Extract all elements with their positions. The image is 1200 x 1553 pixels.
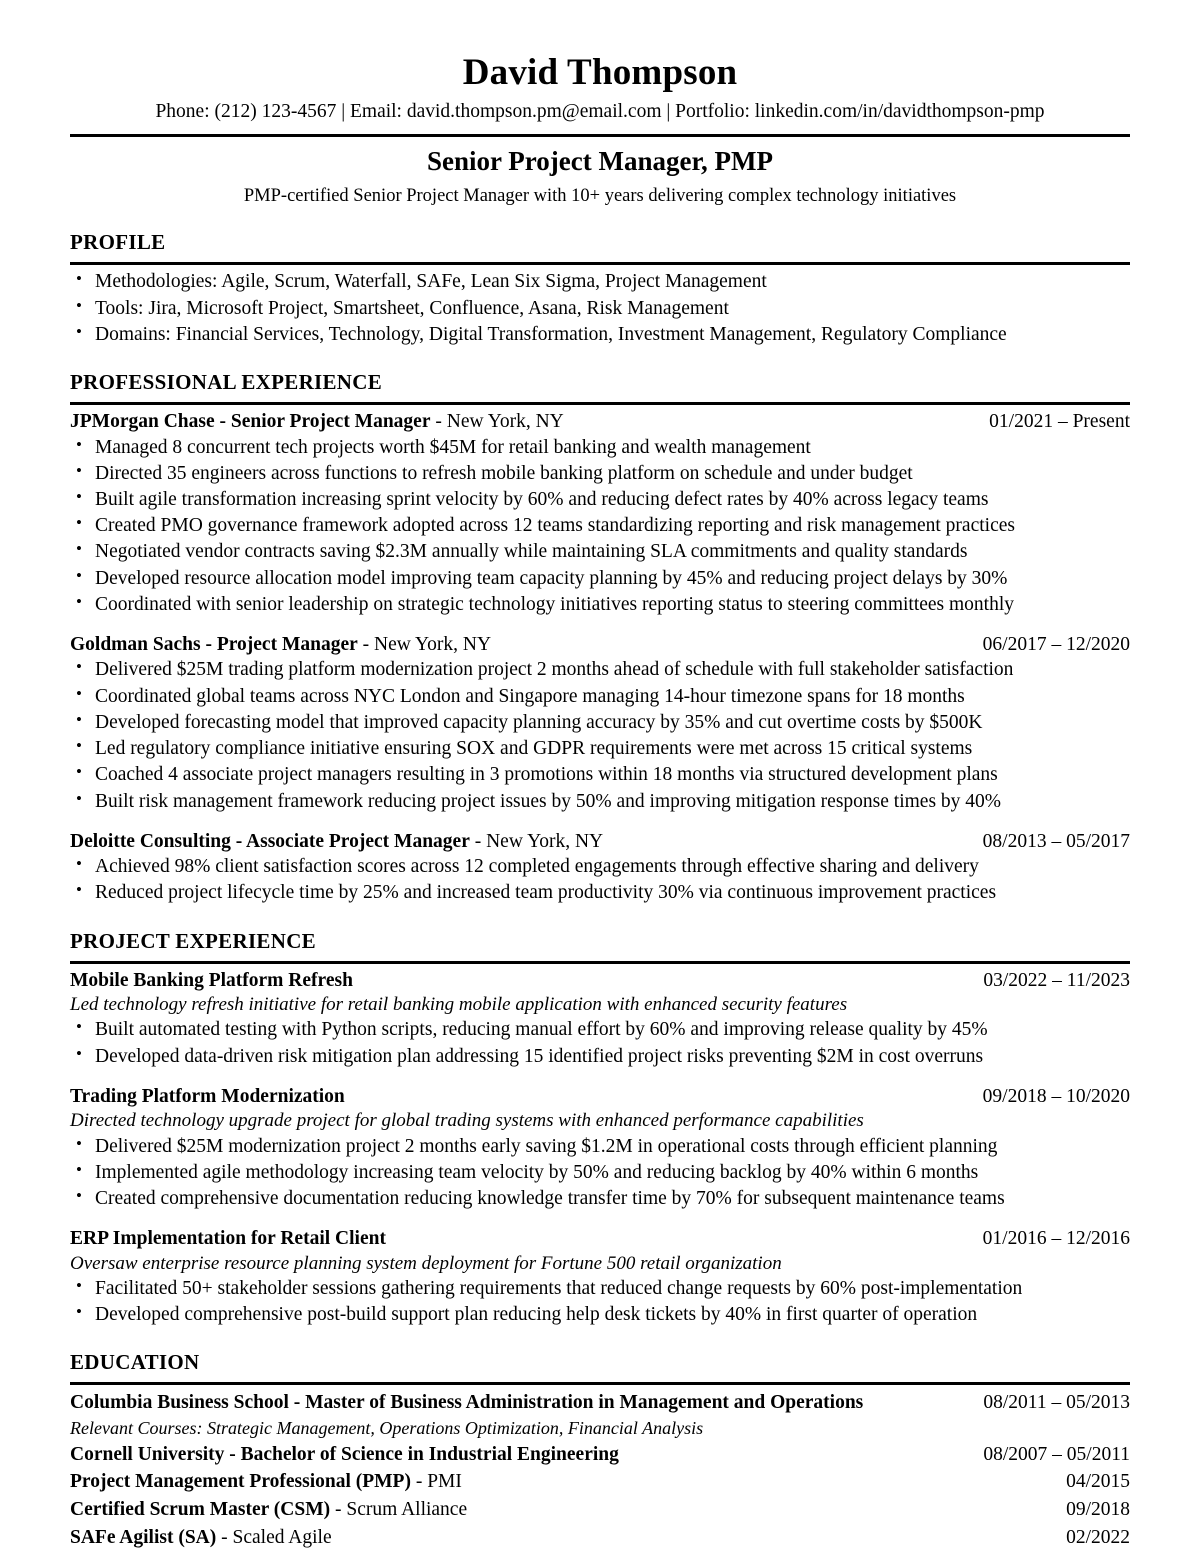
experience-entry-header <box>70 632 1130 657</box>
education-date-range: 02/2022 <box>1066 1526 1130 1548</box>
project-entry-header <box>70 1084 1130 1109</box>
experience-entry <box>70 829 1130 907</box>
bullet-item: • Built risk management framework reducing project issues by 50% and improving mitigation response times by 40% <box>70 789 1130 815</box>
education-title-bold: Project Management Professional (PMP) <box>70 1471 411 1493</box>
section-experience <box>70 370 1130 907</box>
education-date-range: 08/2007 – 05/2011 <box>983 1443 1130 1465</box>
experience-company-role-bold: JPMorgan Chase - Senior Project Manager <box>70 411 431 433</box>
experience-bullet-list <box>70 435 1130 619</box>
header-divider <box>70 134 1130 137</box>
project-name-wrap <box>70 1084 345 1109</box>
experience-entry-header <box>70 409 1130 434</box>
bullet-item: • Developed resource allocation model improving team capacity planning by 45% and reducing project delays by 30% <box>70 566 1130 592</box>
project-entry <box>70 1226 1130 1328</box>
experience-company-role-bold: Goldman Sachs - Project Manager <box>70 634 358 656</box>
education-row <box>70 1524 1130 1552</box>
bullet-item: • Led regulatory compliance initiative ensuring SOX and GDPR requirements were met across 15 critical systems <box>70 736 1130 762</box>
bullet-item: • Achieved 98% client satisfaction scores across 12 completed engagements through effective sharing and delivery <box>70 854 1130 880</box>
section-title-experience: PROFESSIONAL EXPERIENCE <box>70 370 383 395</box>
experience-entry-list <box>70 409 1130 906</box>
bullet-item: • Built automated testing with Python scripts, reducing manual effort by 60% and improving release quality by 45% <box>70 1017 1130 1043</box>
project-name: ERP Implementation for Retail Client <box>70 1228 386 1250</box>
project-entry-header <box>70 968 1130 993</box>
education-institution: - Scaled Agile <box>216 1526 332 1548</box>
section-divider-projects <box>70 961 1130 964</box>
bullet-item: • Developed data-driven risk mitigation plan addressing 15 identified project risks preventing $2M in cost overruns <box>70 1044 1130 1070</box>
bullet-item: • Reduced project lifecycle time by 25% and increased team productivity 30% via continuous improvement practices <box>70 880 1130 906</box>
education-title-bold: Columbia Business School - Master of Business Administration in Management and Operations <box>70 1392 864 1414</box>
education-row <box>70 1468 1130 1496</box>
bullet-item: • Directed 35 engineers across functions to refresh mobile banking platform on schedule and under budget <box>70 461 1130 487</box>
project-description: Directed technology upgrade project for global trading systems with enhanced performance capabilities <box>70 1110 864 1132</box>
education-title <box>70 1468 462 1496</box>
headline-summary: PMP-certified Senior Project Manager with 10+ years delivering complex technology initiatives <box>243 186 957 207</box>
education-title <box>70 1441 619 1469</box>
project-bullet-list <box>70 1134 1130 1213</box>
education-row <box>70 1441 1130 1469</box>
education-date-range: 09/2018 <box>1066 1498 1130 1520</box>
experience-entry-header <box>70 829 1130 854</box>
bullet-item: • Developed comprehensive post-build support plan reducing help desk tickets by 40% in first quarter of operation <box>70 1302 1130 1328</box>
project-entry <box>70 1084 1130 1212</box>
education-title-bold: Certified Scrum Master (CSM) <box>70 1498 331 1520</box>
experience-location: - New York, NY <box>357 634 492 656</box>
resume-header <box>70 52 1130 208</box>
education-row <box>70 1389 1130 1417</box>
section-divider-education <box>70 1382 1130 1385</box>
bullet-item: • Created comprehensive documentation reducing knowledge transfer time by 70% for subsequent maintenance teams <box>70 1186 1130 1212</box>
education-title <box>70 1496 467 1524</box>
education-title-bold: SAFe Agilist (SA) <box>70 1526 217 1548</box>
bullet-item: • Facilitated 50+ stakeholder sessions gathering requirements that reduced change requests by 60% post-implementation <box>70 1276 1130 1302</box>
headline-title: Senior Project Manager, PMP <box>427 145 773 176</box>
resume-page <box>70 0 1130 1551</box>
education-date-range: 08/2011 – 05/2013 <box>983 1392 1130 1414</box>
bullet-item: • Coached 4 associate project managers resulting in 3 promotions within 18 months via structured development plans <box>70 762 1130 788</box>
section-education <box>70 1350 1130 1551</box>
experience-company-role <box>70 632 491 657</box>
project-name-wrap <box>70 1226 386 1251</box>
bullet-item: • Delivered $25M trading platform modernization project 2 months ahead of schedule with full stakeholder satisfaction <box>70 657 1130 683</box>
section-title-profile: PROFILE <box>70 230 166 255</box>
education-institution: - PMI <box>410 1471 462 1493</box>
contact-line: Phone: (212) 123-4567 | Email: david.thompson.pm@email.com | Portfolio: linkedin.com/in/davidthompson-pmp <box>155 101 1045 123</box>
bullet-item: • Domains: Financial Services, Technology, Digital Transformation, Investment Management, Regulatory Compliance <box>70 322 1130 348</box>
experience-location: - New York, NY <box>430 411 564 433</box>
bullet-item: • Coordinated with senior leadership on strategic technology initiatives reporting status to steering committees monthly <box>70 592 1130 618</box>
experience-date-range: 08/2013 – 05/2017 <box>982 830 1130 852</box>
experience-company-role <box>70 829 603 854</box>
section-divider-profile <box>70 262 1130 265</box>
bullet-item: • Implemented agile methodology increasing team velocity by 50% and reducing backlog by 40% within 6 months <box>70 1160 1130 1186</box>
section-profile <box>70 230 1130 348</box>
project-name: Mobile Banking Platform Refresh <box>70 969 353 991</box>
project-name-wrap <box>70 968 353 993</box>
experience-bullet-list <box>70 657 1130 814</box>
section-title-education: EDUCATION <box>70 1350 200 1375</box>
experience-date-range: 01/2021 – Present <box>989 411 1130 433</box>
bullet-item: • Methodologies: Agile, Scrum, Waterfall, SAFe, Lean Six Sigma, Project Management <box>70 269 1130 295</box>
bullet-item: • Built agile transformation increasing sprint velocity by 60% and reducing defect rates by 40% across legacy teams <box>70 487 1130 513</box>
bullet-item: • Delivered $25M modernization project 2 months early saving $1.2M in operational costs through efficient planning <box>70 1134 1130 1160</box>
experience-date-range: 06/2017 – 12/2020 <box>982 634 1130 656</box>
education-date-range: 04/2015 <box>1066 1471 1130 1493</box>
project-date-range: 01/2016 – 12/2016 <box>982 1228 1130 1250</box>
project-description: Oversaw enterprise resource planning system deployment for Fortune 500 retail organization <box>70 1252 782 1274</box>
bullet-item: • Tools: Jira, Microsoft Project, Smartsheet, Confluence, Asana, Risk Management <box>70 296 1130 322</box>
section-projects <box>70 929 1130 1329</box>
experience-entry <box>70 632 1130 815</box>
section-title-projects: PROJECT EXPERIENCE <box>70 928 316 953</box>
bullet-item: • Negotiated vendor contracts saving $2.3M annually while maintaining SLA commitments and quality standards <box>70 539 1130 565</box>
education-row-list <box>70 1389 1130 1551</box>
education-institution: - Scrum Alliance <box>330 1498 468 1520</box>
experience-company-role <box>70 409 564 434</box>
education-row <box>70 1496 1130 1524</box>
bullet-item: • Managed 8 concurrent tech projects worth $45M for retail banking and wealth management <box>70 435 1130 461</box>
section-divider-experience <box>70 402 1130 405</box>
profile-bullet-list <box>70 269 1130 348</box>
project-entry <box>70 968 1130 1070</box>
education-title <box>70 1524 332 1552</box>
project-name: Trading Platform Modernization <box>70 1085 345 1107</box>
project-bullet-list <box>70 1017 1130 1069</box>
experience-location: - New York, NY <box>469 830 604 852</box>
project-entry-list <box>70 968 1130 1329</box>
candidate-name: David Thompson <box>462 52 738 93</box>
project-date-range: 03/2022 – 11/2023 <box>983 969 1130 991</box>
experience-company-role-bold: Deloitte Consulting - Associate Project Manager <box>70 830 470 852</box>
bullet-item: • Coordinated global teams across NYC London and Singapore managing 14-hour timezone spans for 18 months <box>70 684 1130 710</box>
experience-entry <box>70 409 1130 618</box>
bullet-item: • Developed forecasting model that improved capacity planning accuracy by 35% and cut overtime costs by $500K <box>70 710 1130 736</box>
education-title-bold: Cornell University - Bachelor of Science in Industrial Engineering <box>70 1443 619 1465</box>
experience-bullet-list <box>70 854 1130 906</box>
project-bullet-list <box>70 1276 1130 1328</box>
project-date-range: 09/2018 – 10/2020 <box>982 1085 1130 1107</box>
project-description: Led technology refresh initiative for retail banking mobile application with enhanced security features <box>70 994 848 1016</box>
education-title <box>70 1389 863 1417</box>
bullet-item: • Created PMO governance framework adopted across 12 teams standardizing reporting and risk management practices <box>70 513 1130 539</box>
project-entry-header <box>70 1226 1130 1251</box>
education-relevant-courses: Relevant Courses: Strategic Management, Operations Optimization, Financial Analysis <box>70 1418 704 1439</box>
